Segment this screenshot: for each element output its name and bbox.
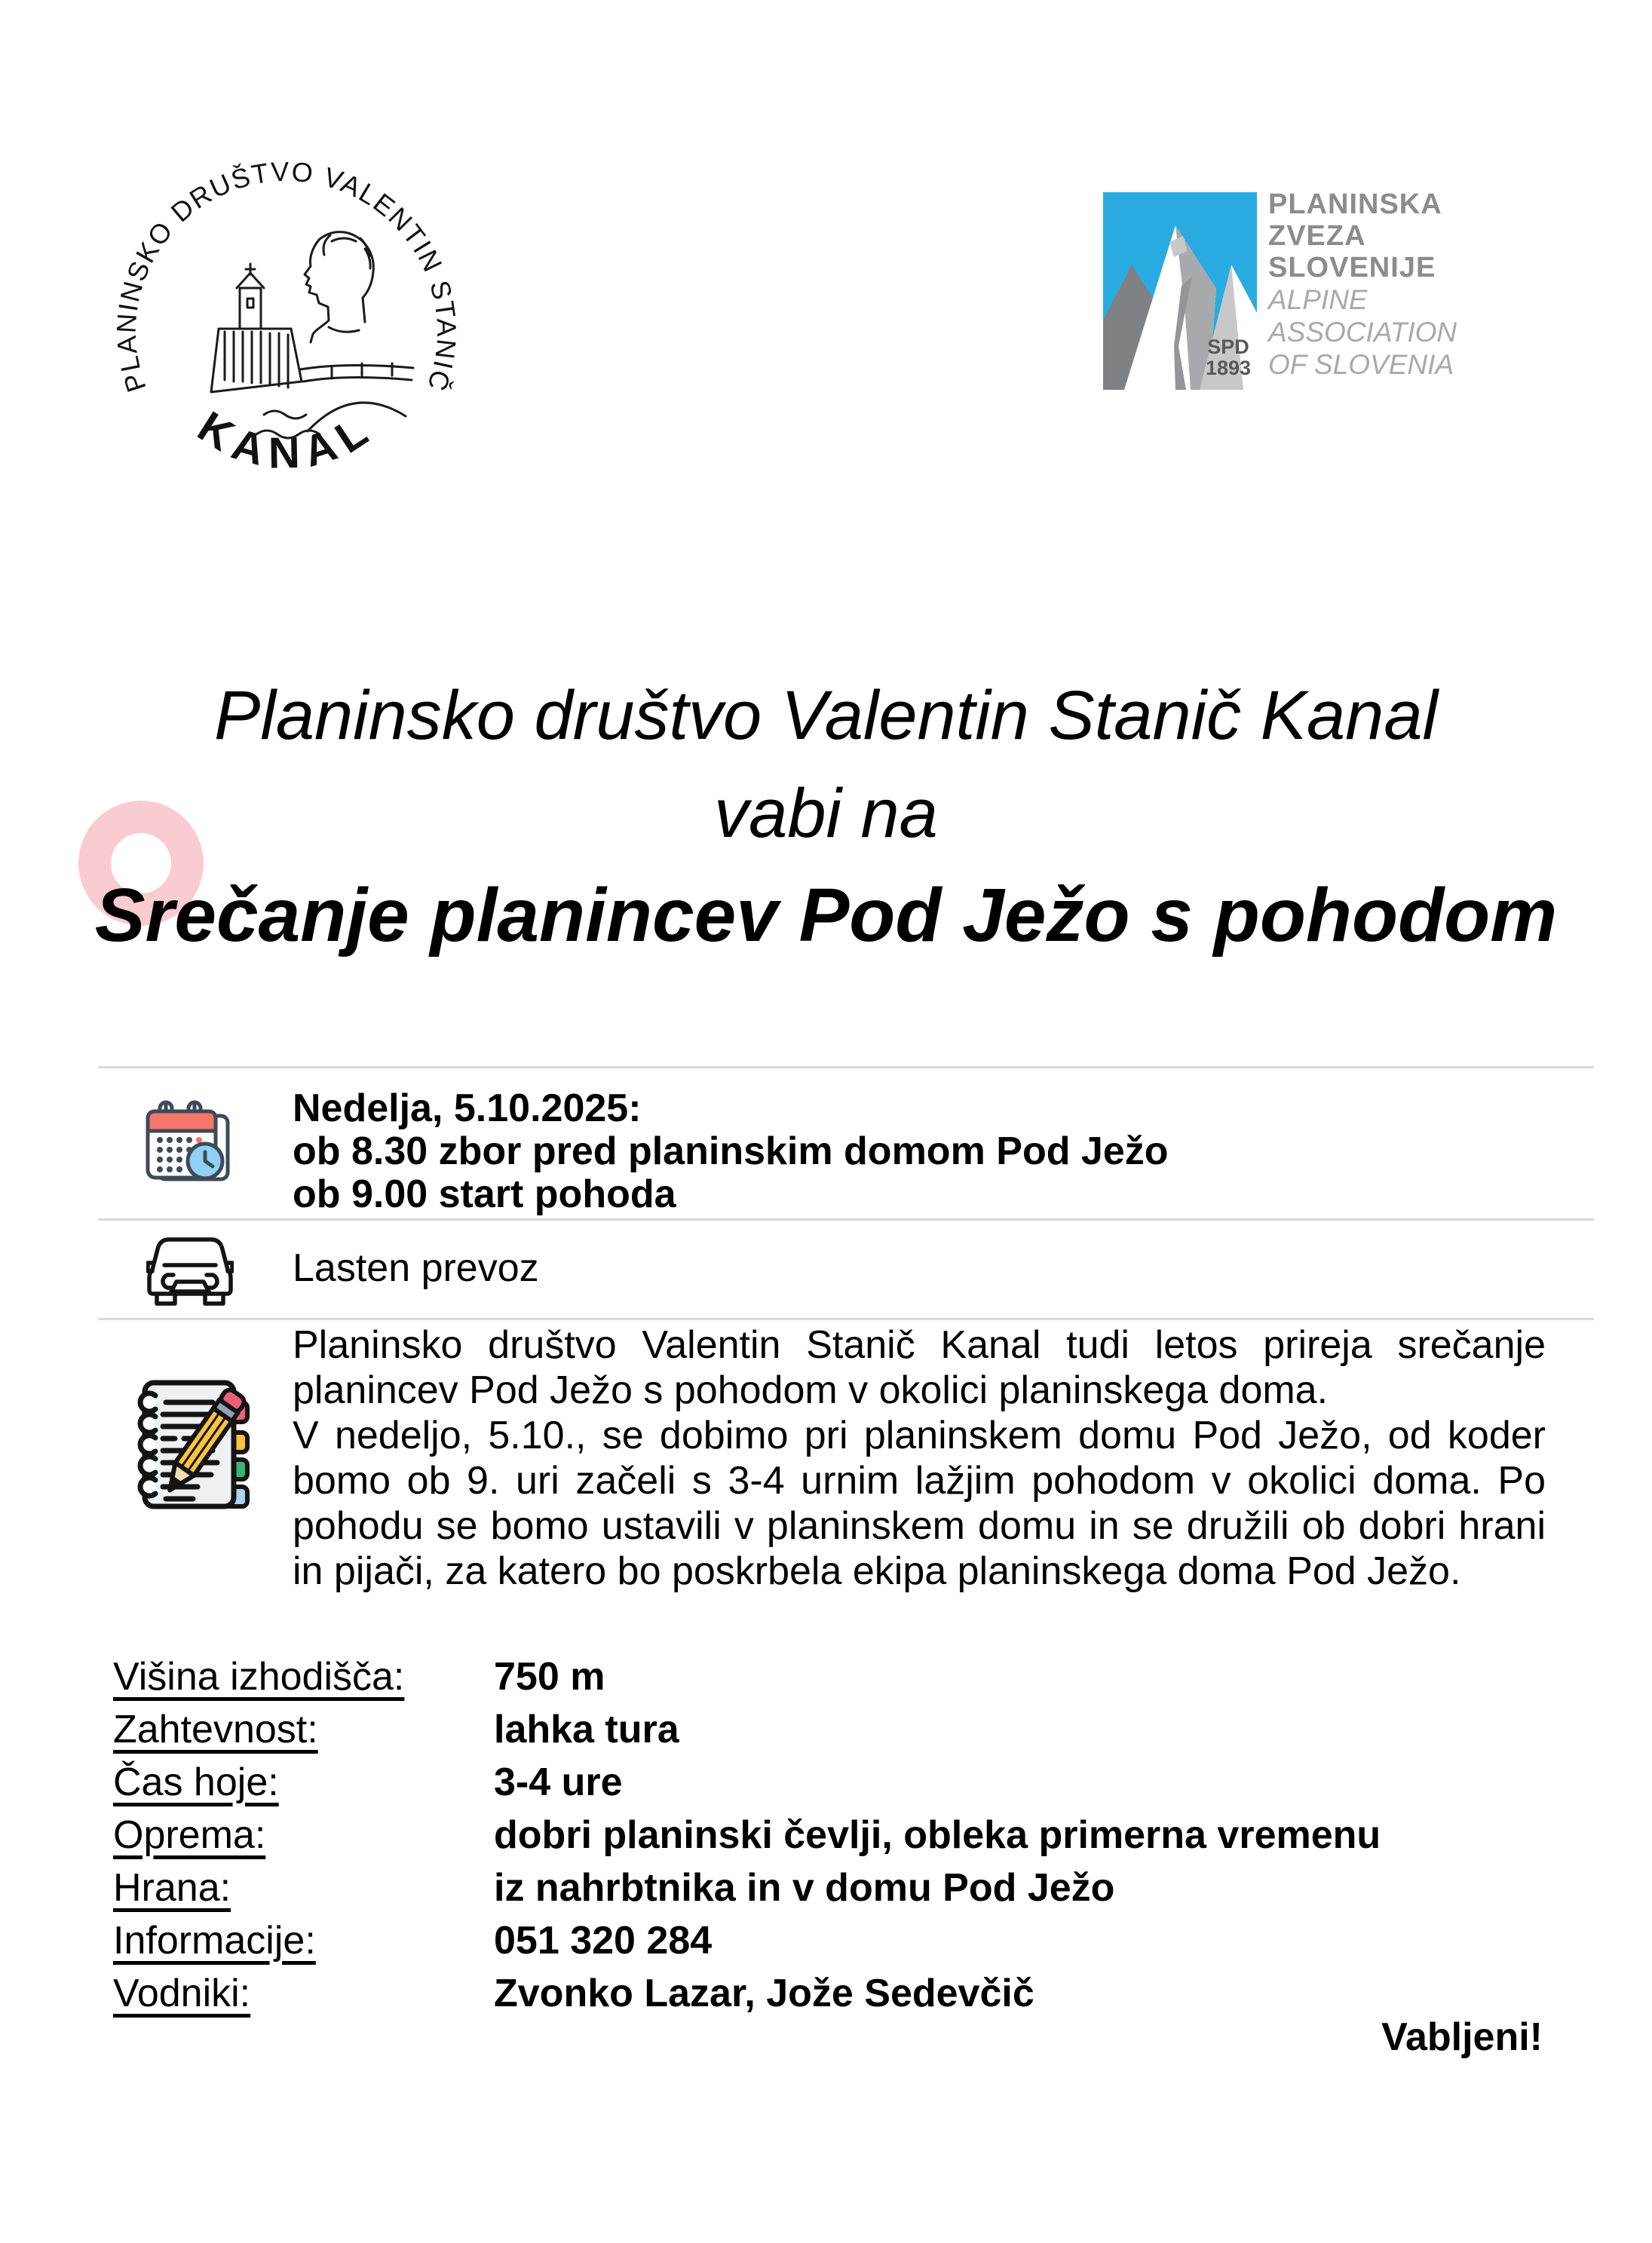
car-icon <box>146 1235 234 1306</box>
detail-label: Vodniki: <box>113 1972 251 2015</box>
schedule-block <box>293 1087 1559 1216</box>
schedule-date: Nedelja, 5.10.2025: <box>293 1086 642 1130</box>
table-row <box>113 1865 1561 1918</box>
detail-value: lahka tura <box>494 1708 679 1751</box>
table-row <box>113 1707 1561 1760</box>
pzs-name-line: ZVEZA <box>1268 220 1366 252</box>
pzs-spd-text: SPD <box>1207 336 1249 358</box>
title-line-3: Srečanje planincev Pod Ježo s pohodom <box>94 873 1558 958</box>
table-row <box>113 1918 1561 1971</box>
details-table <box>113 1654 1561 2024</box>
detail-value: 750 m <box>494 1655 605 1699</box>
table-row <box>113 1760 1561 1812</box>
section-divider <box>98 1318 1594 1320</box>
club-logo-arc-text: PLANINSKO DRUŠTVO VALENTIN STANIČ <box>110 155 463 397</box>
schedule-meet: ob 8.30 zbor pred planinskim domom Pod Ježo <box>293 1129 1169 1173</box>
transport-text: Lasten prevoz <box>293 1246 539 1290</box>
schedule-start: ob 9.00 start pohoda <box>293 1172 676 1216</box>
detail-label: Zahtevnost: <box>113 1708 318 1751</box>
table-row <box>113 1971 1561 2024</box>
pzs-english-line: ASSOCIATION <box>1268 317 1457 348</box>
club-logo-kanal-text: KANAL <box>189 402 384 478</box>
table-row <box>113 1654 1561 1707</box>
table-row <box>113 1812 1561 1865</box>
detail-label: Višina izhodišča: <box>113 1655 405 1699</box>
club-logo-art <box>211 232 413 438</box>
pzs-name-line: PLANINSKA <box>1268 188 1442 220</box>
detail-value: 051 320 284 <box>494 1919 713 1963</box>
detail-label: Oprema: <box>113 1813 266 1857</box>
pzs-1893-text: 1893 <box>1205 357 1252 379</box>
club-logo <box>106 143 467 505</box>
notes-icon <box>122 1374 258 1521</box>
detail-label: Informacije: <box>113 1919 316 1963</box>
title-line-2: vabi na <box>714 775 938 852</box>
pzs-logo-wordmark <box>1268 188 1592 381</box>
pzs-logo-mark <box>1103 192 1257 390</box>
detail-label: Čas hoje: <box>113 1760 279 1804</box>
section-divider <box>98 1218 1594 1221</box>
pzs-english-line: ALPINE <box>1268 284 1368 315</box>
pzs-name-line: SLOVENIJE <box>1268 252 1436 283</box>
pzs-english-line: OF SLOVENIA <box>1268 349 1454 380</box>
description-paragraph-1: Planinsko društvo Valentin Stanič Kanal tudi letos prireja srečanje planincev Pod Ježo s pohodom v okolici planinskega doma. <box>293 1323 1546 1412</box>
title-line-1: Planinsko društvo Valentin Stanič Kanal <box>214 677 1438 754</box>
description-block <box>293 1322 1546 1594</box>
section-divider <box>98 1066 1594 1068</box>
detail-value: Zvonko Lazar, Jože Sedevčič <box>494 1972 1034 2015</box>
description-paragraph-2: V nedeljo, 5.10., se dobimo pri planinskem domu Pod Ježo, od koder bomo ob 9. uri začeli s 3-4 urnim lažjim pohodom v okolici doma. Po pohodu se bomo ustavili v planinskem domu in se družili ob dobri hrani in pijači, za katero bo poskrbela ekipa planinskega doma Pod Ježo. <box>293 1414 1546 1593</box>
detail-label: Hrana: <box>113 1866 231 1910</box>
detail-value: dobri planinski čevlji, obleka primerna vremenu <box>494 1813 1381 1857</box>
detail-value: iz nahrbtnika in v domu Pod Ježo <box>494 1866 1115 1910</box>
closing-text: Vabljeni! <box>1381 2015 1543 2059</box>
detail-value: 3-4 ure <box>494 1760 623 1804</box>
calendar-icon <box>145 1095 232 1187</box>
